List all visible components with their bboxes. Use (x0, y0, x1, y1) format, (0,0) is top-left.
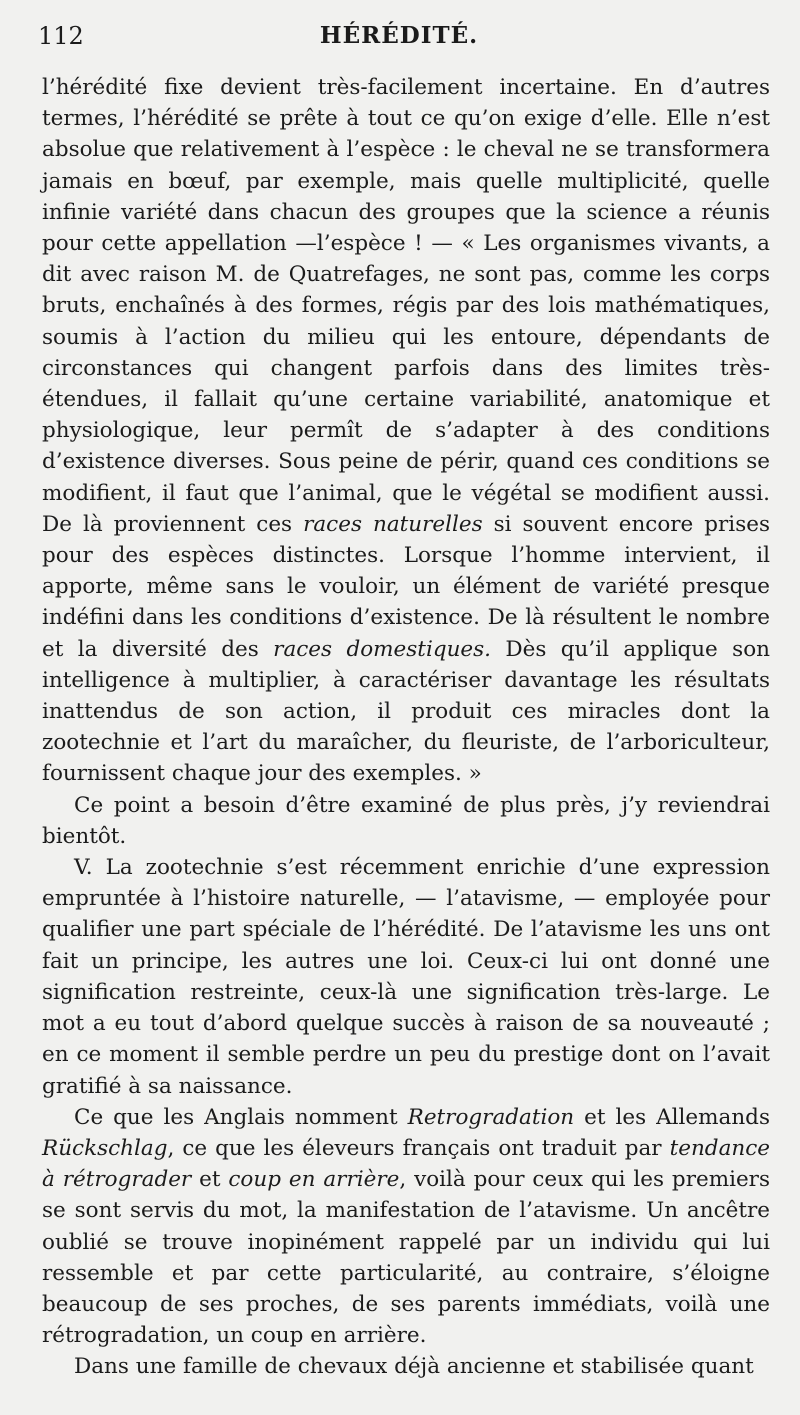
text-segment: et les Allemands (574, 1104, 770, 1130)
text-segment: et (191, 1167, 229, 1193)
paragraph (42, 1102, 770, 1352)
text-segment: Ce point a besoin d’être examiné de plus près, j’y reviendrai bientôt. (42, 792, 770, 849)
text-segment: , voilà pour ceux qui les premiers se sont servis du mot, la manifestation de l’atavisme. Un ancêtre oublié se trouve inopinément rappelé par un individu qui lui ressemble et par cette particularité, au contraire, s’éloigne beaucoup de ses proches, de ses parents immédiats, voilà une rétrogradation, un coup en arrière. (42, 1167, 770, 1349)
italic-text: races naturelles (303, 511, 483, 537)
text-segment: l’hérédité fixe devient très-facilement incertaine. En d’autres termes, l’hérédité se prête à tout ce qu’on exige d’elle. Elle n’est absolue que relativement à l’espèce : le cheval ne se transformera jamais en bœuf, par exemple, mais quelle multiplicité, quelle infinie variété dans chacun des groupes que la science a réunis pour cette appellation —l’espèce ! — « Les organismes vivants, a dit avec raison M. de Quatrefages, ne sont pas, comme les corps bruts, enchaînés à des formes, régis par des lois mathématiques, soumis à l’action du milieu qui les entoure, dépendants de circonstances qui changent parfois dans des limites très-étendues, il fallait qu’une certaine variabilité, anatomique et physiologique, leur permît de s’adapter à des conditions d’existence diverses. Sous peine de périr, quand ces conditions se modifient, il faut que l’animal, que le végétal se modifient aussi. De là proviennent ces (42, 75, 770, 537)
italic-text: Retrogradation (407, 1104, 575, 1130)
paragraph (42, 852, 770, 1102)
text-segment: si souvent encore prises pour des espèces distinctes. Lorsque l’homme intervient, il apporte, même sans le vouloir, un élément de variété presque indéfini dans les conditions d’existence. De là résultent le nombre et la diversité des (42, 511, 770, 662)
paragraph (42, 1351, 770, 1382)
italic-text: races domestiques. (273, 636, 492, 662)
italic-text: Rückschlag (42, 1135, 168, 1161)
text-segment: Ce que les Anglais nomment (74, 1104, 408, 1130)
text-segment: , ce que les éleveurs français ont traduit par (167, 1135, 670, 1161)
italic-text: coup en arrière (228, 1167, 400, 1193)
text-segment: V. La zootechnie s’est récemment enrichie d’une expression empruntée à l’histoire naturelle, — l’atavisme, — employée pour qualifier une part spéciale de l’hérédité. De l’atavisme les uns ont fait un principe, les autres une loi. Ceux-ci lui ont donné une signification restreinte, ceux-là une signification très-large. Le mot a eu tout d’abord quelque succès à raison de sa nouveauté ; en ce moment il semble perdre un peu du prestige dont on l’avait gratifié à sa naissance. (42, 855, 770, 1099)
body-text (42, 72, 770, 1383)
text-segment: Dès qu’il applique son intelligence à multiplier, à caractériser davantage les résultats inattendus de son action, il produit ces miracles dont la zootechnie et l’art du maraîcher, du fleuriste, de l’arboriculteur, fournissent chaque jour des exemples. » (42, 636, 770, 787)
paragraph (42, 790, 770, 852)
paragraph (42, 72, 770, 790)
page-number: 112 (38, 22, 84, 50)
text-segment: Dans une famille de chevaux déjà ancienne et stabilisée quant (74, 1354, 754, 1380)
page-header (38, 22, 760, 58)
italic-text: tendance à rétrograder (42, 1135, 770, 1193)
running-head: HÉRÉDITÉ. (319, 22, 479, 49)
